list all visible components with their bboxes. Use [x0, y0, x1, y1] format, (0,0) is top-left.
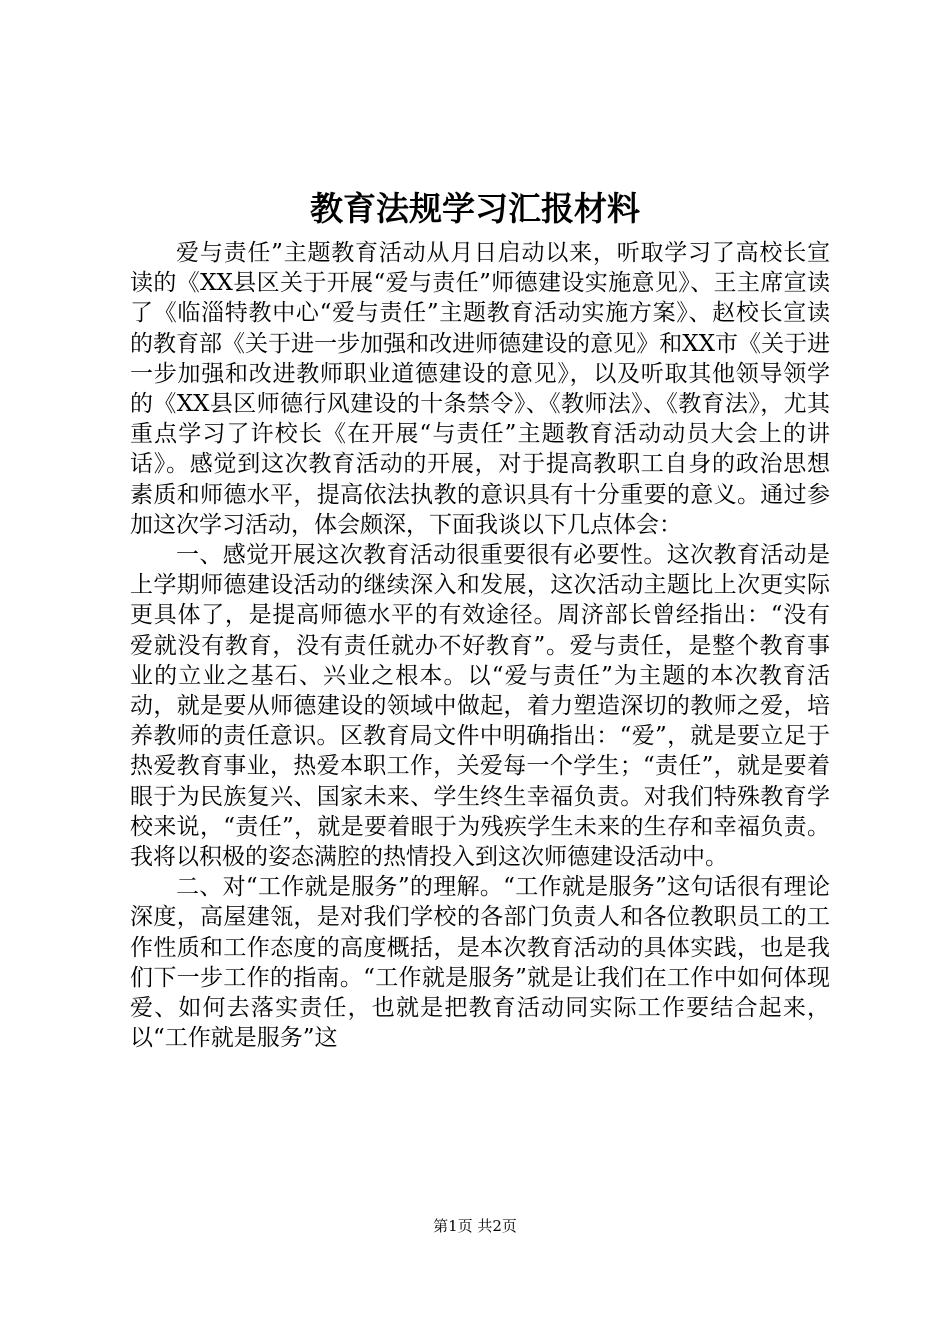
paragraph-point-two: 二、对“工作就是服务”的理解。“工作就是服务”这句话很有理论深度，高屋建瓴，是对我们学校的各部门负责人和各位教职员工的工作性质和工作态度的高度概括，是本次教育活动的具体实践，也是我们下一步工作的指南。“工作就是服务”就是让我们在工作中如何体现爱、如何去落实责任，也就是把教育活动同实际工作要结合起来，以“工作就是服务”这 [130, 874, 830, 1052]
document-body [130, 238, 830, 1053]
document-title: 教育法规学习汇报材料 [310, 189, 640, 228]
paragraph-intro: 爱与责任”主题教育活动从月日启动以来，听取学习了高校长宣读的《XX县区关于开展“爱与责任”师德建设实施意见》、王主席宣读了《临淄特教中心“爱与责任”主题教育活动实施方案》、赵校长宣读的教育部《关于进一步加强和改进师德建设的意见》和XX市《关于进一步加强和改进教师职业道德建设的意见》，以及听取其他领导领学的《XX县区师德行风建设的十条禁令》、《教师法》、《教育法》，尤其重点学习了许校长《在开展“与责任”主题教育活动动员大会上的讲话》。感觉到这次教育活动的开展，对于提高教职工自身的政治思想素质和师德水平，提高依法执教的意识具有十分重要的意义。通过参加这次学习活动，体会颇深，下面我谈以下几点体会： [130, 240, 830, 538]
paragraph-point-one: 一、感觉开展这次教育活动很重要很有必要性。这次教育活动是上学期师德建设活动的继续深入和发展，这次活动主题比上次更实际更具体了，是提高师德水平的有效途径。周济部长曾经指出：“没有爱就没有教育，没有责任就办不好教育”。爱与责任，是整个教育事业的立业之基石、兴业之根本。以“爱与责任”为主题的本次教育活动，就是要从师德建设的领域中做起，着力塑造深切的教师之爱，培养教师的责任意识。区教育局文件中明确指出：“爱”，就是要立足于热爱教育事业，热爱本职工作，关爱每一个学生；“责任”，就是要着眼于为民族复兴、国家未来、学生终生幸福负责。对我们特殊教育学校来说，“责任”，就是要着眼于为残疾学生未来的生存和幸福负责。我将以积极的姿态满腔的热情投入到这次师德建设活动中。 [130, 542, 830, 871]
page-number-footer: 第1页 共2页 [433, 1217, 517, 1235]
